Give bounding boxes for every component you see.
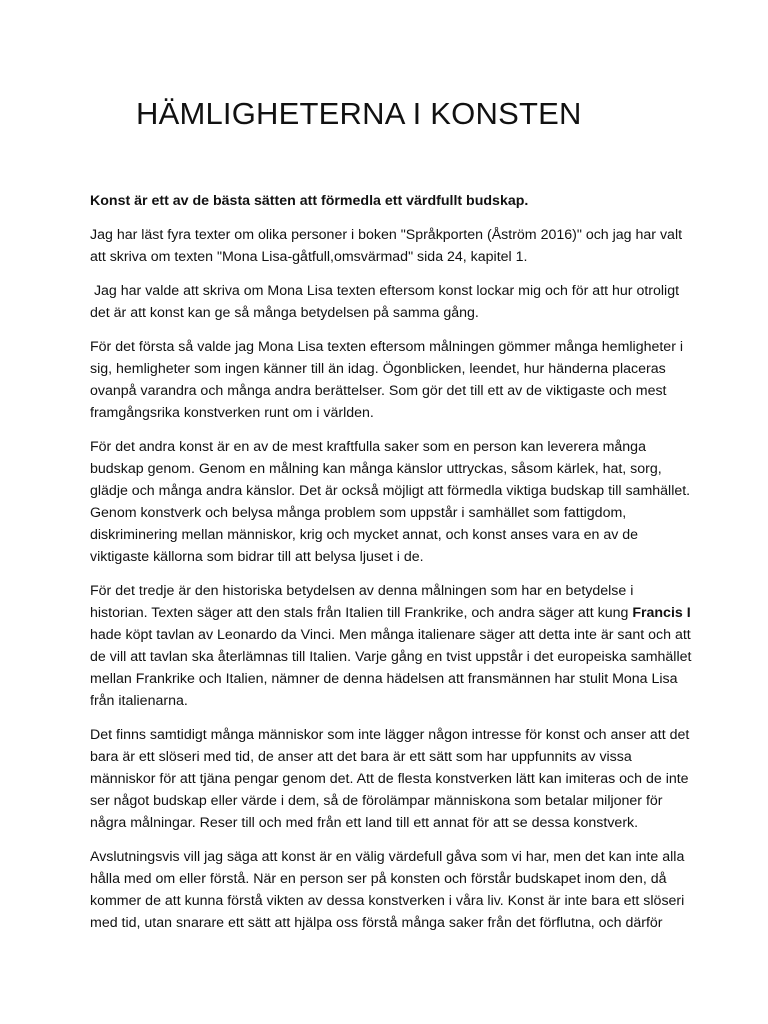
paragraph-6 [90,580,690,712]
paragraph-3 [90,280,690,324]
paragraph-7 [90,724,690,834]
paragraph-8 [90,846,690,934]
paragraph-line: människor för att tjäna pengar genom det. Att de flesta konstverken lätt kan imiteras och de inte [90,771,689,787]
paragraph-4 [90,336,690,424]
paragraph-line: Jag har valde att skriva om Mona Lisa texten eftersom konst lockar mig och för att hur otroligt [90,283,680,299]
paragraph-line: Genom konstverk och belysa många problem som uppstår i samhället som fattigdom, [90,505,627,521]
paragraph-line: diskriminering mellan människor, krig och mycket annat, och konst anses vara en av de [90,527,639,543]
paragraph-line: glädje och många andra känslor. Det är också möjligt att förmedla viktiga budskap till samhället. [90,483,691,499]
paragraph-line: Det finns samtidigt många människor som inte lägger någon intresse för konst och anser att det [90,727,690,743]
paragraph-line-text: historian. Texten säger att den stals från Italien till Frankrike, och andra säger att kung [90,605,633,621]
paragraph-1 [90,190,690,212]
paragraph-line: bara är ett slöseri med tid, de anser att det bara är ett sätt som har uppfunnits av vissa [90,749,632,765]
document-title: HÄMLIGHETERNA I KONSTEN [136,96,582,131]
paragraph-line: Avslutningsvis vill jag säga att konst är en välig värdefull gåva som vi har, men det kan inte alla [90,849,685,865]
paragraph-line: Konst är ett av de bästa sätten att förmedla ett värdfullt budskap. [90,193,529,209]
paragraph-line: med tid, utan snarare ett sätt att hjälpa oss förstå många saker från det förflutna, och därför [90,915,663,931]
paragraph-5 [90,436,690,568]
paragraph-line: de vill att tavlan ska återlämnas till Italien. Varje gång en tvist uppstår i det europeiska samhället [90,649,692,665]
document-body [90,190,690,934]
paragraph-line: från italienarna. [90,693,188,709]
paragraph-line [90,602,690,624]
paragraph-line: hade köpt tavlan av Leonardo da Vinci. Men många italienare säger att detta inte är sant och att [90,627,691,643]
paragraph-line: Jag har läst fyra texter om olika personer i boken "Språkporten (Åström 2016)" och jag har valt [90,227,683,243]
paragraph-line: framgångsrika konstverken runt om i världen. [90,405,374,421]
paragraph-line: det är att konst kan ge så många betydelsen på samma gång. [90,305,479,321]
paragraph-line: några målningar. Reser till och med från ett land till ett annat för att se dessa konstverk. [90,815,639,831]
paragraph-line: att skriva om texten "Mona Lisa-gåtfull,omsvärmad" sida 24, kapitel 1. [90,249,528,265]
paragraph-line: ser något budskap eller värde i dem, så de förolämpar människona som betalar miljoner för [90,793,663,809]
paragraph-line: hålla med om eller förstå. När en person ser på konsten och förstår budskapet inom den, då [90,871,667,887]
paragraph-line: mellan Frankrike och Italien, nämner de denna hädelsen att fransmännen har stulit Mona Lisa [90,671,678,687]
paragraph-line: budskap genom. Genom en målning kan många känslor uttryckas, såsom kärlek, hat, sorg, [90,461,662,477]
paragraph-line: kommer de att kunna förstå vikten av dessa konstverken i våra liv. Konst är inte bara ett slöseri [90,893,685,909]
paragraph-line: viktigaste källorna som bidrar till att belysa ljuset i de. [90,549,424,565]
paragraph-line: ovanpå varandra och många andra berättelser. Som gör det till ett av de viktigaste och mest [90,383,667,399]
bold-name: Francis I [632,605,691,621]
paragraph-line: För det första så valde jag Mona Lisa texten eftersom målningen gömmer många hemligheter i [90,339,684,355]
paragraph-line: För det tredje är den historiska betydelsen av denna målningen som har en betydelse i [90,583,634,599]
paragraph-line: sig, hemligheter som ingen känner till än idag. Ögonblicken, leendet, hur händerna placeras [90,361,666,377]
paragraph-line: För det andra konst är en av de mest kraftfulla saker som en person kan leverera många [90,439,646,455]
paragraph-2 [90,224,690,268]
